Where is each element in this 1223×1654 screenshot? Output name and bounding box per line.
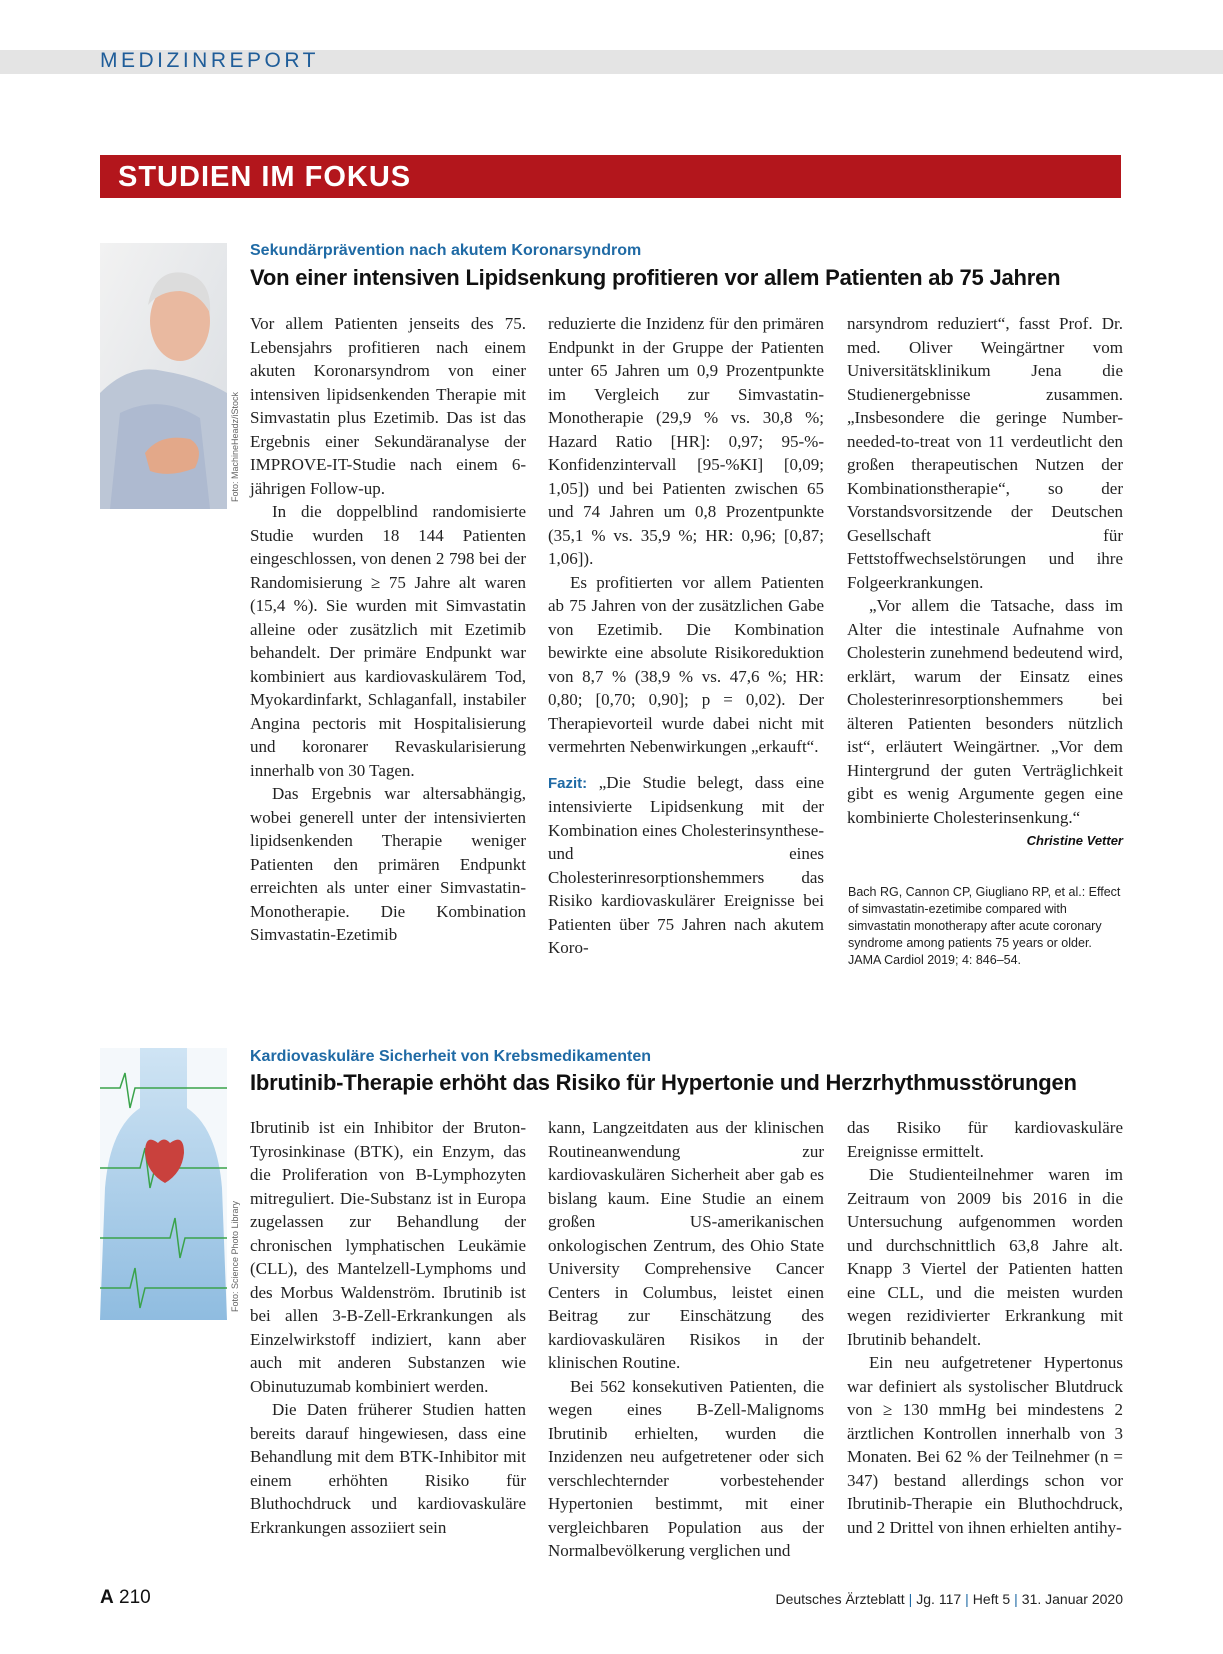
article2-headline: Ibrutinib-Therapie erhöht das Risiko für Hypertonie und Herzrhythmusstörungen xyxy=(250,1070,1077,1095)
paragraph: narsyndrom reduziert“, fasst Prof. Dr. med. Oliver Weingärtner vom Universitätsklinikum Jena die Studienergebnisse zusammen. „Insbesondere die geringe Number-needed-to-treat von 11 verdeutlicht den großen therapeutischen Nutzen der Kombinationstherapie“, so der Vorstandsvorsitzende der Deutschen Gesellschaft für Fettstoffwechselstörungen und ihre Folgeerkrankungen. xyxy=(847,314,1123,592)
page-number: A 210 xyxy=(100,1587,151,1608)
section-banner xyxy=(100,155,1121,198)
paragraph: „Vor allem die Tatsache, dass im Alter die intestinale Aufnahme von Cholesterin zunehmend bedeutend wird, erklärt, warum der Einsatz eines Cholesterinresorptionshemmers bei älteren Patienten besonders nützlich ist“, erläutert Weingärtner. „Vor dem Hintergrund der guten Verträglichkeit gibt es wenig Argumente gegen eine kombinierte Cholesterinsenkung.“ Christine Vetter xyxy=(847,594,1123,829)
banner-title: STUDIEN IM FOKUS xyxy=(118,161,412,193)
paragraph: Es profitierten vor allem Patienten ab 75 Jahren von der zusätzlichen Gabe von Ezetimib. Die Kombination bewirkte eine absolute Risikoreduktion von 8,7 % (38,9 % vs. 47,6 %; HR: 0,80; [0,70; 0,90]; p = 0,02). Der Therapievorteil wurde dabei nicht mit vermehrten Nebenwirkungen „erkauft“. xyxy=(548,572,824,756)
photo-credit: Foto: Science Photo Library xyxy=(230,1200,240,1312)
paragraph: Die Studienteilnehmer waren im Zeitraum von 2009 bis 2016 in die Untersuchung aufgenommen worden und durchschnittlich 63,8 Jahre alt. Knapp 3 Viertel der Patienten hatten eine CLL, und die meisten wurden wegen rezidivierter Erkrankung mit Ibrutinib behandelt. xyxy=(847,1165,1123,1349)
fazit-text: „Die Studie belegt, dass eine intensivierte Lipidsenkung mit der Kombination eines Cholesterinsynthese- und eines Cholesterinresorptionshemmers das Risiko kardiovaskulärer Ereignisse bei Patienten über 75 Jahren nach akutem Koro- xyxy=(548,772,825,957)
paragraph: Ibrutinib ist ein Inhibitor der Bruton-Tyrosinkinase (BTK), ein Enzym, das die Proliferation von B-Lymphozyten mitreguliert. Die-Substanz ist in Europa zugelassen zur Behandlung der chronischen lymphatischen Leukämie (CLL), des Mantelzell-Lymphoms und des Morbus Waldenström. Ibrutinib ist bei allen 3-B-Zell-Erkrankungen als Einzelwirkstoff indiziert, kann aber auch mit anderen Substanzen wie Obinutuzumab kombiniert werden. xyxy=(250,1118,526,1396)
article2-column-1 xyxy=(250,1116,526,1539)
article1-reference: Bach RG, Cannon CP, Giugliano RP, et al.: Effect of simvastatin-ezetimibe compared with simvastatin monotherapy after acute coronary syndrome among patients 75 years or older. JAMA Cardiol 2019; 4: 846–54. xyxy=(848,885,1121,967)
paragraph: Ein neu aufgetretener Hypertonus war definiert als systolischer Blutdruck von ≥ 130 mmHg bei mindestens 2 ärztlichen Kontrollen innerhalb von 3 Monaten. Bei 62 % der Teilnehmer (n = 347) bestand allerdings schon vor Ibrutinib-Therapie ein Bluthochdruck, und 2 Drittel von ihnen erhielten antihy- xyxy=(847,1353,1123,1537)
section-label: MEDIZINREPORT xyxy=(100,49,319,72)
journal-footer: Deutsches Ärzteblatt | Jg. 117 | Heft 5 | 31. Januar 2020 xyxy=(775,1591,1123,1607)
fazit-paragraph xyxy=(548,771,824,960)
photo-credit: Foto: MachineHeadz/iStock xyxy=(230,391,240,502)
paragraph: Das Ergebnis war altersabhängig, wobei generell unter der intensivierten lipidsenkenden Therapie weniger Patienten den primären Endpunkt erreichten als unter einer Simvastatin-Monotherapie. Die Kombination Simvastatin-Ezetimib xyxy=(250,784,526,944)
author-name: Christine Vetter xyxy=(1026,833,1123,848)
journal-date: 31. Januar 2020 xyxy=(1021,1591,1123,1607)
elderly-man-photo xyxy=(100,243,227,509)
journal-volume: Jg. 117 xyxy=(916,1591,962,1607)
fazit-label: Fazit: xyxy=(548,774,588,792)
heart-torso-illustration xyxy=(100,1048,227,1320)
paragraph: In die doppelblind randomisierte Studie wurden 18 144 Patienten eingeschlossen, von denen 2 798 bei der Randomisierung ≥ 75 Jahre alt waren (15,4 %). Sie wurden mit Simvastatin alleine oder zusätzlich mit Ezetimib behandelt. Der primäre Endpunkt war kombiniert aus kardiovaskulärem Tod, Myokardinfarkt, Schlaganfall, instabiler Angina pectoris mit Hospitalisierung und koronarer Revaskularisierung innerhalb von 30 Tagen. xyxy=(250,502,526,780)
article2-column-2 xyxy=(548,1116,824,1563)
paragraph: kann, Langzeitdaten aus der klinischen Routineanwendung zur kardiovaskulären Sicherheit aber gab es bislang kaum. Eine Studie an einem großen US-amerikanischen onkologischen Zentrum, des Ohio State University Comprehensive Cancer Centers in Columbus, leistet einen Beitrag zur Einschätzung des kardiovaskulären Risikos in der klinischen Routine. xyxy=(548,1118,824,1372)
journal-name: Deutsches Ärzteblatt xyxy=(775,1591,905,1607)
article1-column-3 xyxy=(847,312,1123,853)
article1-headline: Von einer intensiven Lipidsenkung profitieren vor allem Patienten ab 75 Jahren xyxy=(250,265,1061,290)
paragraph: Vor allem Patienten jenseits des 75. Lebensjahrs profitieren nach einem akuten Koronarsyndrom von einer intensiven lipidsenkenden Therapie mit Simvastatin plus Ezetimib. Das ist das Ergebnis einer Sekundäranalyse der IMPROVE-IT-Studie nach einem 6-jährigen Follow-up. xyxy=(250,314,526,498)
article2-column-3 xyxy=(847,1116,1123,1539)
paragraph: reduzierte die Inzidenz für den primären Endpunkt in der Gruppe der Patienten unter 65 Jahren um 0,9 Prozentpunkte im Vergleich zur Simvastatin-Monotherapie (29,9 % vs. 30,8 %; Hazard Ratio [HR]: 0,97; 95-%-Konfidenzintervall [95-%KI] [0,09; 1,05]) und bei Patienten zwischen 65 und 74 Jahren um 0,8 Prozentpunkte (35,1 % vs. 35,9 %; HR: 0,96; [0,87; 1,06]). xyxy=(548,314,824,568)
paragraph: Die Daten früherer Studien hatten bereits darauf hingewiesen, dass eine Behandlung mit dem BTK-Inhibitor mit einem erhöhten Risiko für Bluthochdruck und kardiovaskuläre Erkrankungen assoziiert sein xyxy=(250,1400,526,1537)
article1-kicker: Sekundärprävention nach akutem Koronarsyndrom xyxy=(250,242,642,259)
journal-issue: Heft 5 xyxy=(972,1591,1011,1607)
article1-column-2 xyxy=(548,312,824,960)
paragraph: das Risiko für kardiovaskuläre Ereignisse ermittelt. xyxy=(847,1118,1123,1161)
paragraph: Bei 562 konsekutiven Patienten, die wegen eines B-Zell-Malignoms Ibrutinib erhielten, wurden die Inzidenzen neu aufgetretener oder sich verschlechternder vorbestehender Hypertonien bestimmt, mit einer vergleichbaren Population aus der Normalbevölkerung verglichen und xyxy=(548,1376,824,1560)
article1-column-1 xyxy=(250,312,526,947)
article2-kicker: Kardiovaskuläre Sicherheit von Krebsmedikamenten xyxy=(250,1048,652,1065)
